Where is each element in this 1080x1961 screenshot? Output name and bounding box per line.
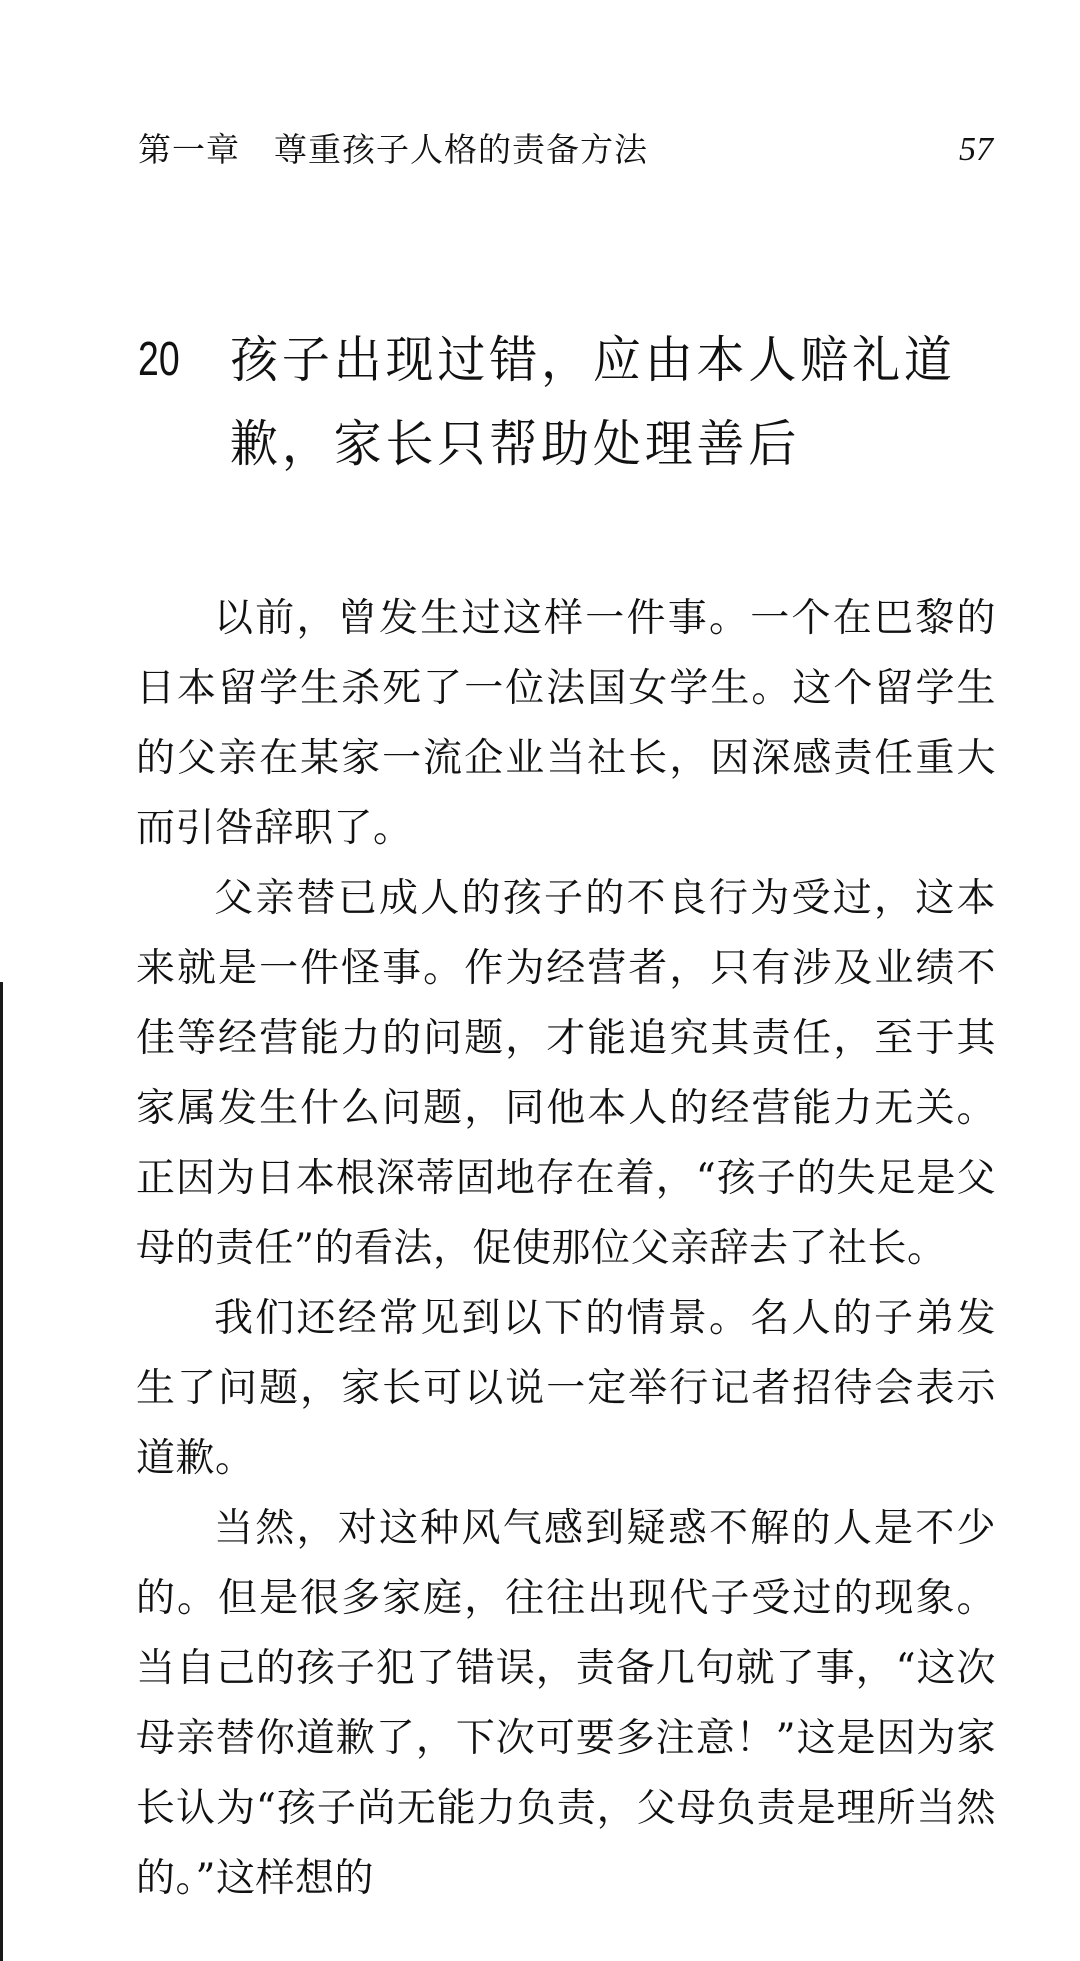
paragraph: 父亲替已成人的孩子的不良行为受过，这本来就是一件怪事。作为经营者，只有涉及业绩不佳等经营能力的问题，才能追究其责任，至于其家属发生什么问题，同他本人的经营能力无关。正因为日本根深蒂固地存在着，“孩子的失足是父母的责任”的看法，促使那位父亲辞去了社长。 xyxy=(136,876,996,1271)
body-text xyxy=(136,584,996,1914)
page-number: 57 xyxy=(959,131,993,168)
section-title: 孩子出现过错，应由本人赔礼道歉，家长只帮助处理善后 xyxy=(230,331,956,473)
paragraph: 我们还经常见到以下的情景。名人的子弟发生了问题，家长可以说一定举行记者招待会表示道歉。 xyxy=(136,1296,996,1481)
paragraph: 以前，曾发生过这样一件事。一个在巴黎的日本留学生杀死了一位法国女学生。这个留学生的父亲在某家一流企业当社长，因深感责任重大而引咎辞职了。 xyxy=(136,596,996,851)
section-number: 20 xyxy=(138,333,180,386)
section-heading xyxy=(138,318,998,486)
paragraph: 当然，对这种风气感到疑惑不解的人是不少的。但是很多家庭，往往出现代子受过的现象。当自己的孩子犯了错误，责备几句就了事，“这次母亲替你道歉了，下次可要多注意！”这是因为家长认为“孩子尚无能力负责，父母负责是理所当然的。”这样想的 xyxy=(136,1506,996,1901)
page-edge-rule xyxy=(0,982,3,1961)
running-header xyxy=(138,126,993,176)
chapter-title: 第一章 尊重孩子人格的责备方法 xyxy=(138,130,648,169)
